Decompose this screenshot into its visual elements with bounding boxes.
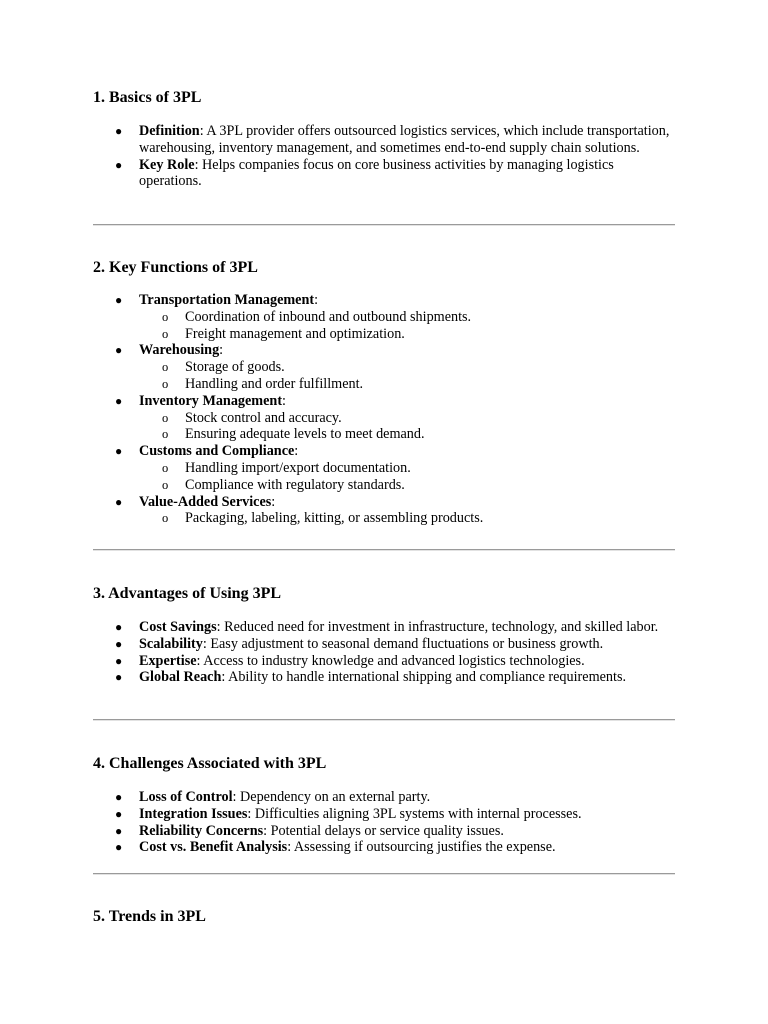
bullet-icon: ● [115, 124, 123, 138]
item-text: : Dependency on an external party. [232, 789, 431, 805]
bullet-icon: ● [115, 790, 123, 804]
sub-list [139, 359, 675, 393]
list-item [93, 636, 675, 653]
list-item [93, 342, 675, 392]
section-basics [93, 88, 675, 190]
sub-list-item [139, 410, 675, 427]
sub-list-item [139, 359, 675, 376]
section-heading: 1. Basics of 3PL [93, 89, 202, 106]
section-heading: 3. Advantages of Using 3PL [93, 585, 282, 602]
item-term: Cost vs. Benefit Analysis [139, 839, 288, 856]
bullet-icon: ● [115, 293, 123, 307]
item-text: : Ability to handle international shipping and compliance requirements. [221, 669, 627, 686]
list-item [93, 292, 675, 342]
sub-item-text: Storage of goods. [185, 359, 285, 376]
list-item [93, 123, 675, 157]
bullet-list [93, 619, 675, 686]
circle-bullet-icon: o [162, 309, 169, 324]
item-text: : A 3PL provider offers outsourced logistics services, which include transportation, warehousing, inventory management, and sometimes end-to-end supply chain solutions. [139, 123, 670, 156]
item-term: Definition [139, 123, 200, 139]
item-text: : Easy adjustment to seasonal demand fluctuations or business growth. [202, 635, 604, 652]
circle-bullet-icon: o [162, 360, 169, 375]
list-item [93, 823, 675, 840]
horizontal-rule [93, 719, 675, 721]
item-term: Customs and Compliance [139, 443, 295, 460]
sub-list-item [139, 477, 675, 494]
item-term: Loss of Control [139, 789, 233, 805]
bullet-list [93, 123, 675, 190]
section-heading: 4. Challenges Associated with 3PL [93, 755, 327, 772]
list-item [93, 653, 675, 670]
bullet-icon: ● [115, 636, 123, 651]
item-term: Global Reach [139, 669, 222, 686]
item-term: Transportation Management [139, 292, 315, 308]
item-text: : Potential delays or service quality issues. [263, 822, 504, 839]
section-trends [93, 907, 675, 927]
section-heading: 5. Trends in 3PL [93, 908, 206, 925]
item-term: Reliability Concerns [139, 822, 264, 839]
item-term: Integration Issues [139, 805, 248, 822]
item-text: : [271, 493, 276, 510]
bullet-icon: ● [115, 840, 123, 855]
circle-bullet-icon: o [162, 376, 169, 391]
sub-list-item [139, 426, 675, 443]
item-text: : [294, 443, 299, 460]
section-advantages [93, 584, 675, 686]
circle-bullet-icon: o [162, 511, 169, 526]
list-item [93, 806, 675, 823]
bullet-icon: ● [115, 444, 123, 459]
sub-list [139, 309, 675, 343]
sub-item-text: Packaging, labeling, kitting, or assembling products. [185, 510, 484, 527]
item-term: Value-Added Services [139, 493, 272, 510]
bullet-icon: ● [115, 806, 123, 821]
section-heading: 2. Key Functions of 3PL [93, 259, 258, 276]
sub-list-item [139, 326, 675, 343]
circle-bullet-icon: o [162, 427, 169, 442]
bullet-list [93, 292, 675, 527]
item-term: Scalability [139, 635, 203, 652]
circle-bullet-icon: o [162, 410, 169, 425]
item-text: : [282, 392, 286, 409]
item-term: Expertise [139, 652, 197, 669]
sub-item-text: Compliance with regulatory standards. [185, 476, 405, 493]
list-item [93, 619, 675, 636]
list-item [93, 393, 675, 443]
item-text: : Reduced need for investment in infrastructure, technology, and skilled labor. [216, 619, 659, 635]
horizontal-rule [93, 873, 675, 875]
item-term: Warehousing [139, 342, 220, 359]
sub-list [139, 410, 675, 444]
list-item [93, 839, 675, 856]
sub-item-text: Handling and order fulfillment. [185, 375, 364, 392]
list-item [93, 494, 675, 528]
bullet-icon: ● [115, 653, 123, 668]
sub-list-item [139, 460, 675, 477]
list-item [93, 443, 675, 493]
list-item [93, 789, 675, 806]
sub-list-item [139, 376, 675, 393]
sub-list-item [139, 309, 675, 326]
sub-item-text: Handling import/export documentation. [185, 459, 411, 476]
bullet-icon: ● [115, 620, 123, 634]
horizontal-rule [93, 549, 675, 551]
item-text: : Helps companies focus on core business activities by managing logistics operations. [139, 156, 614, 190]
section-challenges [93, 754, 675, 856]
item-term: Key Role [139, 156, 195, 173]
item-text: : Difficulties aligning 3PL systems with internal processes. [247, 805, 582, 822]
sub-item-text: Freight management and optimization. [185, 325, 405, 342]
sub-list [139, 510, 675, 527]
item-term: Cost Savings [139, 619, 217, 635]
circle-bullet-icon: o [162, 477, 169, 492]
list-item [93, 669, 675, 686]
item-text: : [219, 342, 224, 359]
sub-item-text: Coordination of inbound and outbound shipments. [185, 308, 472, 325]
bullet-list [93, 789, 675, 856]
list-item [93, 157, 675, 191]
bullet-icon: ● [115, 343, 123, 358]
sub-list-item [139, 510, 675, 527]
circle-bullet-icon: o [162, 460, 169, 475]
sub-item-text: Ensuring adequate levels to meet demand. [185, 426, 425, 443]
bullet-icon: ● [115, 823, 123, 838]
bullet-icon: ● [115, 494, 123, 509]
section-key-functions [93, 258, 675, 527]
bullet-icon: ● [115, 157, 123, 172]
item-text: : Assessing if outsourcing justifies the expense. [287, 839, 556, 856]
item-text: : [314, 292, 319, 308]
item-text: : Access to industry knowledge and advanced logistics technologies. [196, 652, 585, 669]
bullet-icon: ● [115, 670, 123, 685]
bullet-icon: ● [115, 393, 123, 408]
circle-bullet-icon: o [162, 326, 169, 341]
sub-item-text: Stock control and accuracy. [185, 409, 342, 426]
item-term: Inventory Management [139, 392, 283, 409]
horizontal-rule [93, 224, 675, 226]
sub-list [139, 460, 675, 494]
